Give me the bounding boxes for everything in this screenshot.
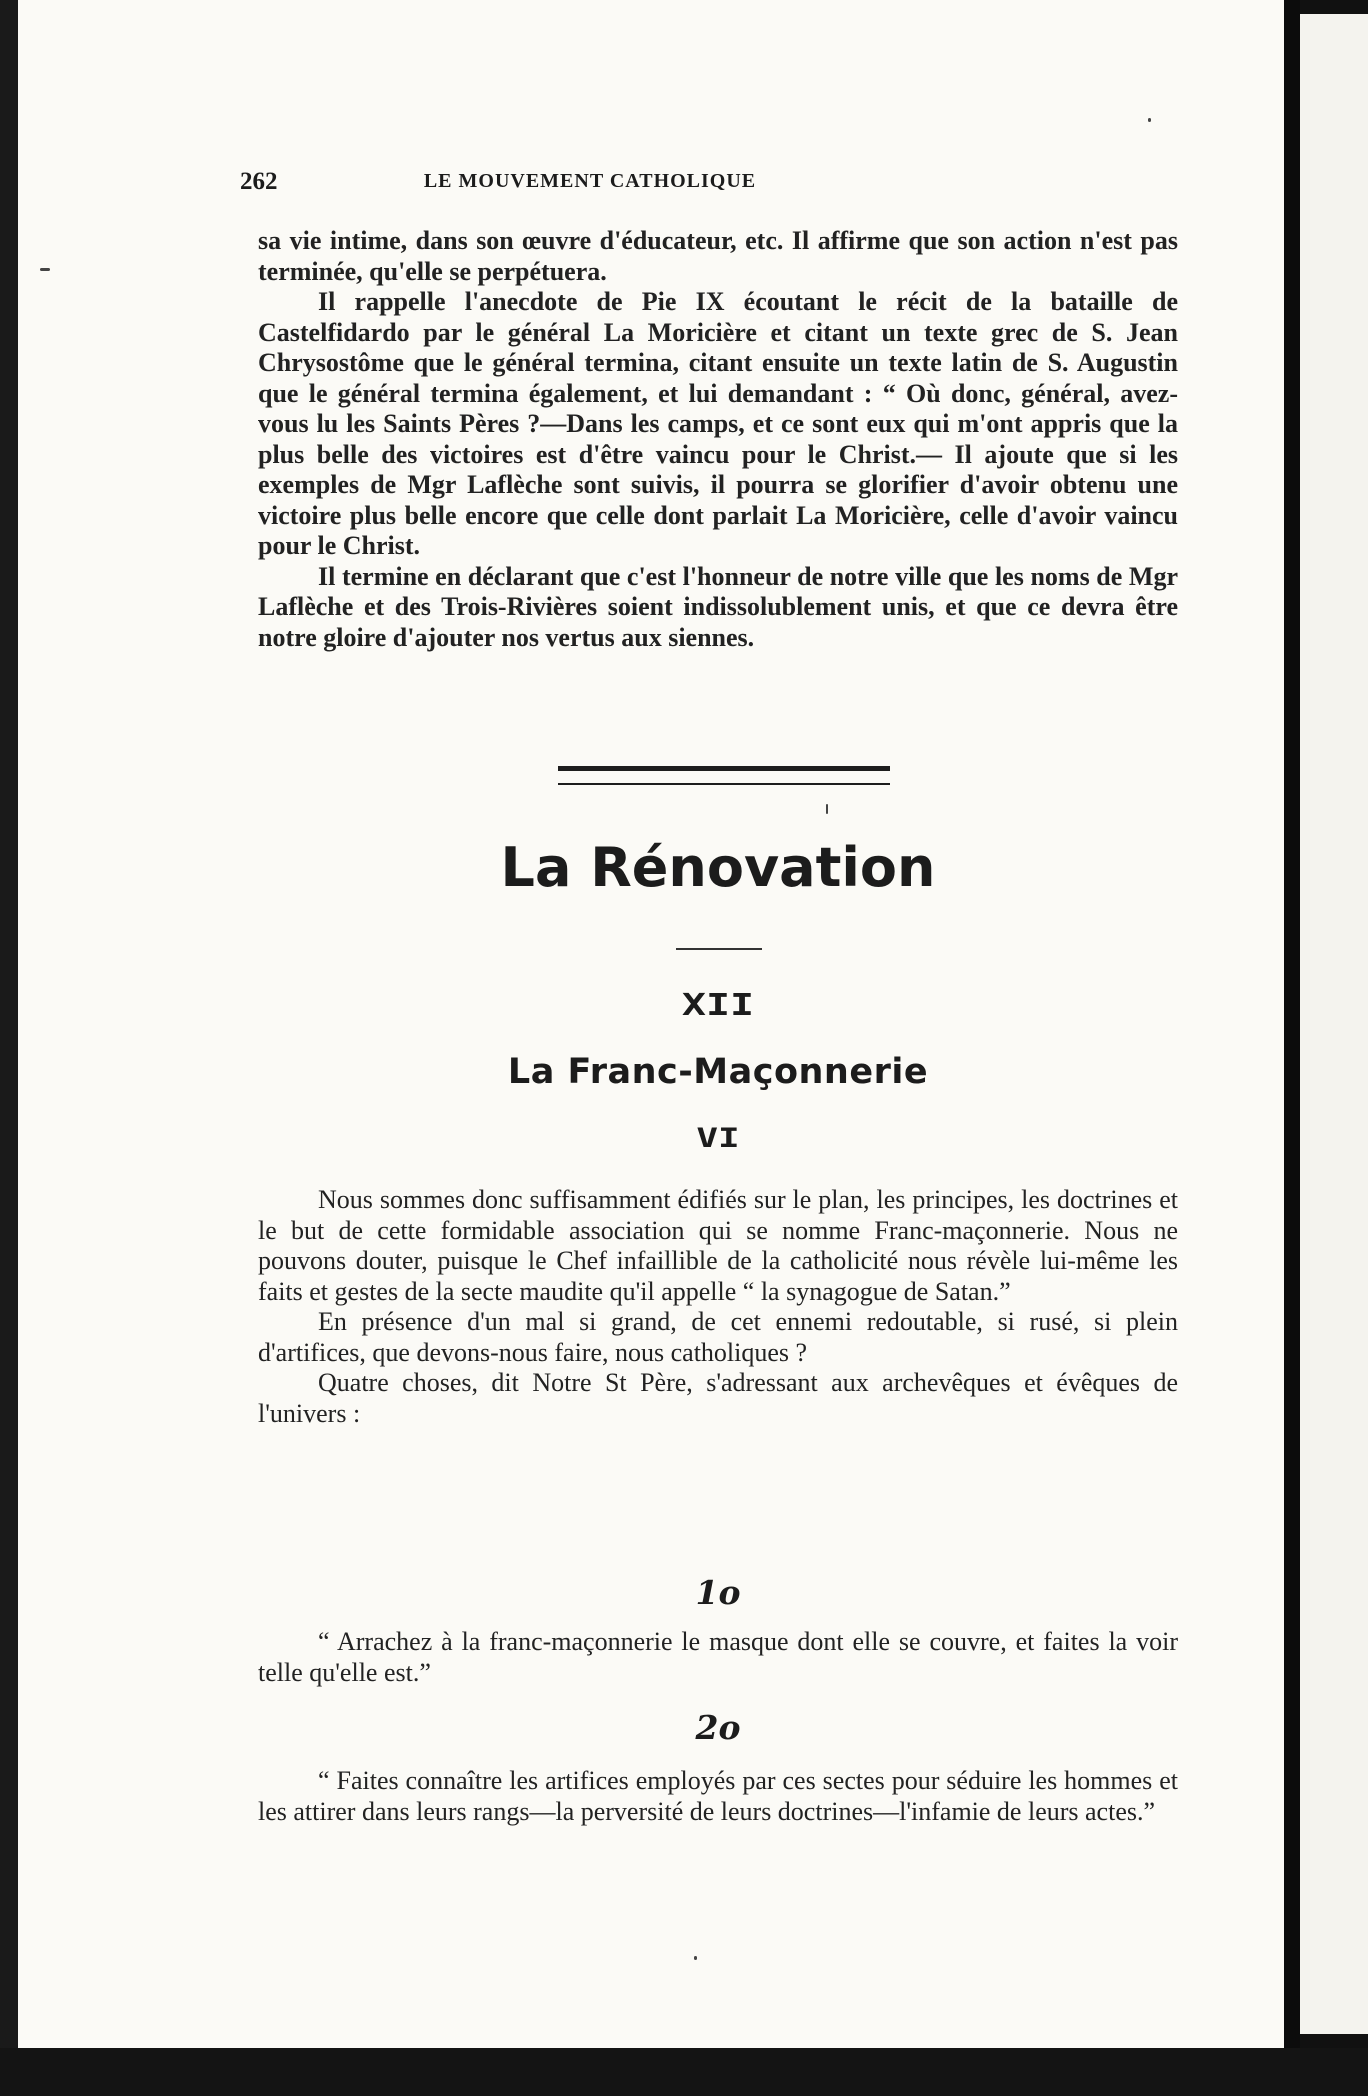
paragraph: “ Arrachez à la franc-maçonnerie le masque dont elle se couvre, et faites la voir telle qu'elle est.”	[258, 1627, 1178, 1687]
paragraph: “ Faites connaître les artifices employés par ces sectes pour séduire les hommes et les attirer dans leurs rangs—la perversité de leurs doctrines—l'infamie de leurs actes.”	[258, 1766, 1178, 1826]
page-number: 262	[240, 168, 278, 195]
top-text-block	[258, 226, 1178, 653]
paragraph: Nous sommes donc suffisamment édifiés sur le plan, les principes, les doctrines et le but de cette formidable association qui se nomme Franc-maçonnerie. Nous ne pouvons douter, puisque le Chef infaillible de la catholicité nous révèle lui-même les faits et gestes de la secte maudite qu'il appelle “ la synagogue de Satan.”	[258, 1185, 1178, 1306]
section-title: La Rénovation	[500, 836, 936, 899]
scan-speck	[694, 1956, 697, 1960]
page-gutter	[1284, 0, 1300, 2096]
title-rule	[676, 948, 762, 950]
point-label: 1o	[695, 1573, 741, 1612]
part-number: VI	[696, 1123, 740, 1154]
section-number: XII	[681, 987, 755, 1023]
paragraph: Il rappelle l'anecdote de Pie IX écoutant le récit de la bataille de Castelfidardo par le général La Moricière et citant un texte grec de S. Jean Chrysostôme que le général termina, citant ensuite un texte latin de S. Augustin que le général termina également, et lui demandant : “ Où donc, général, avez-vous lu les Saints Pères ?—Dans les camps, et ce sont eux qui m'ont appris que la plus belle des victoires est d'être vaincu pour le Christ.— Il ajoute que si les exemples de Mgr Laflèche sont suivis, il pourra se glorifier d'avoir obtenu une victoire plus belle encore que celle dont parlait La Moricière, celle d'avoir vaincu pour le Christ.	[258, 287, 1178, 560]
point-text	[258, 1627, 1178, 1688]
scan-speck	[40, 268, 50, 271]
scan-speck	[826, 804, 828, 814]
scan-speck	[1148, 118, 1151, 122]
scan-edge-left	[0, 0, 18, 2096]
body-text-block	[258, 1185, 1178, 1429]
paragraph: sa vie intime, dans son œuvre d'éducateur, etc. Il affirme que son action n'est pas terminée, qu'elle se perpétuera.	[258, 226, 1178, 286]
chapter-title: La Franc-Maçonnerie	[507, 1052, 929, 1092]
running-title: LE MOUVEMENT CATHOLIQUE	[423, 170, 757, 192]
point-label: 2o	[695, 1708, 741, 1747]
next-page-edge	[1300, 14, 1368, 2034]
point-text	[258, 1766, 1178, 1827]
running-header	[240, 168, 940, 198]
paragraph: Quatre choses, dit Notre St Père, s'adressant aux archevêques et évêques de l'univers :	[258, 1368, 1178, 1428]
paragraph: En présence d'un mal si grand, de cet ennemi redoutable, si rusé, si plein d'artifices, que devons-nous faire, nous catholiques ?	[258, 1307, 1178, 1367]
section-divider	[558, 766, 890, 785]
paragraph: Il termine en déclarant que c'est l'honneur de notre ville que les noms de Mgr Laflèche et des Trois-Rivières soient indissolublement unis, et que ce devra être notre gloire d'ajouter nos vertus aux siennes.	[258, 561, 1178, 652]
scan-bottom-edge	[0, 2048, 1368, 2096]
